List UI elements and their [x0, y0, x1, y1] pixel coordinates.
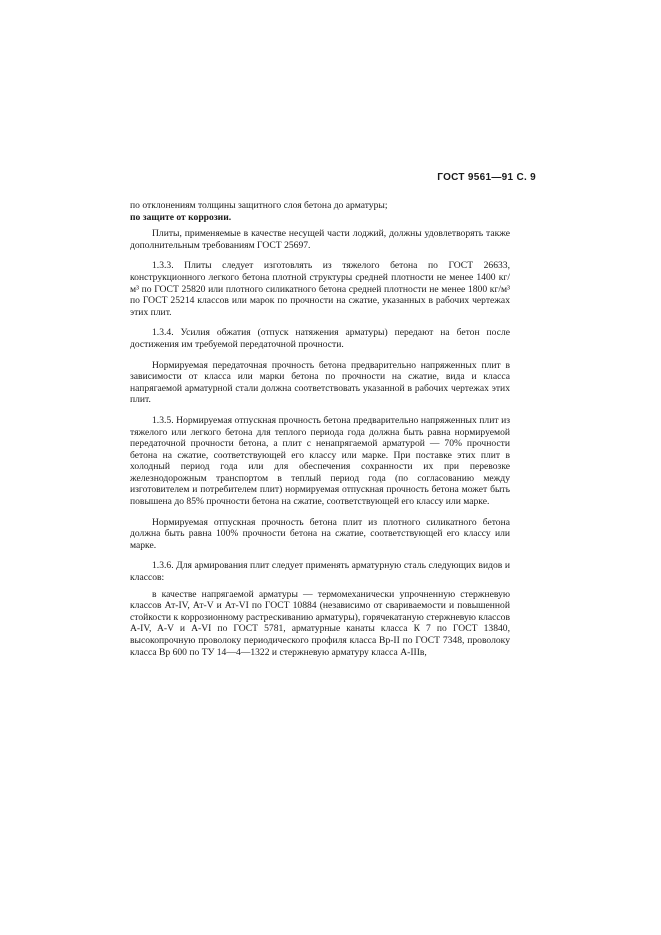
page-header: ГОСТ 9561—91 С. 9 — [437, 172, 536, 183]
paragraph-1-3-4: 1.3.4. Усилия обжатия (отпуск натяжения арматуры) передают на бетон после достижения им требуемой передаточной прочности. — [130, 327, 510, 350]
paragraph-silicate-strength: Нормируемая отпускная прочность бетона плит из плотного силикатного бетона должна быть равна 100% прочности бетона на сжатие, соответствующей его классу или марке. — [130, 516, 510, 551]
paragraph-1-3-6: 1.3.6. Для армирования плит следует применять арматурную сталь следующих видов и классов: — [130, 560, 510, 584]
paragraph-loggia-slabs: Плиты, применяемые в качестве несущей части лоджий, должны удовлетворять также дополнительным требованиям ГОСТ 25697. — [130, 228, 510, 251]
paragraph-corrosion-protection: по защите от коррозии. — [130, 211, 232, 223]
paragraph-reinforcement-cover: по отклонениям толщины защитного слоя бетона до арматуры; — [130, 200, 388, 211]
paragraph-1-3-5: 1.3.5. Нормируемая отпускная прочность бетона предварительно напряженных плит из тяжелого или легкого бетона для теплого периода года должна быть равна нормируемой передаточной прочности бетона, а плит с ненапрягаемой арматурой — 70% прочности бетона на сжатие, соответствующей его классу или марке. При поставке этих плит в холодный период года или для обеспечения сохранности их при перевозке железнодорожным транспортом в теплый период года (по согласованию между изготовителем и потребителем плит) нормируемая отпускная прочность бетона может быть повышена до 85% прочности бетона на сжатие, соответствующей его классу или марке. — [130, 414, 510, 508]
paragraph-prestressed-reinforcement: в качестве напрягаемой арматуры — термомеханически упрочненную стержневую классов Ат-IV, Ат-V и Ат-VI по ГОСТ 10884 (независимо от свариваемости и повышенной стойкости к коррозионному растрескиванию арматуры), горячекатаную стержневую классов A-IV, A-V и A-VI по ГОСТ 5781, арматурные канаты класса К 7 по ГОСТ 13840, высокопрочную проволоку периодического профиля класса Вр-II по ГОСТ 7348, проволоку класса Вр 600 по ТУ 14—4—1322 и стержневую арматуру класса А-IIIв, — [130, 588, 510, 658]
paragraph-transfer-strength: Нормируемая передаточная прочность бетона предварительно напряженных плит в зависимости от класса или марки бетона по прочности на сжатие, вида и класса напрягаемой арматурной стали должна соответствовать указанной в рабочих чертежах этих плит. — [130, 359, 510, 406]
document-body — [130, 200, 510, 663]
paragraph-1-3-3: 1.3.3. Плиты следует изготовлять из тяжелого бетона по ГОСТ 26633, конструкционного легкого бетона плотной структуры средней плотности не менее 1400 кг/м³ по ГОСТ 25820 или плотного силикатного бетона средней плотности не менее 1800 кг/м³ по ГОСТ 25214 классов или марок по прочности на сжатие, указанных в рабочих чертежах этих плит. — [130, 260, 510, 318]
